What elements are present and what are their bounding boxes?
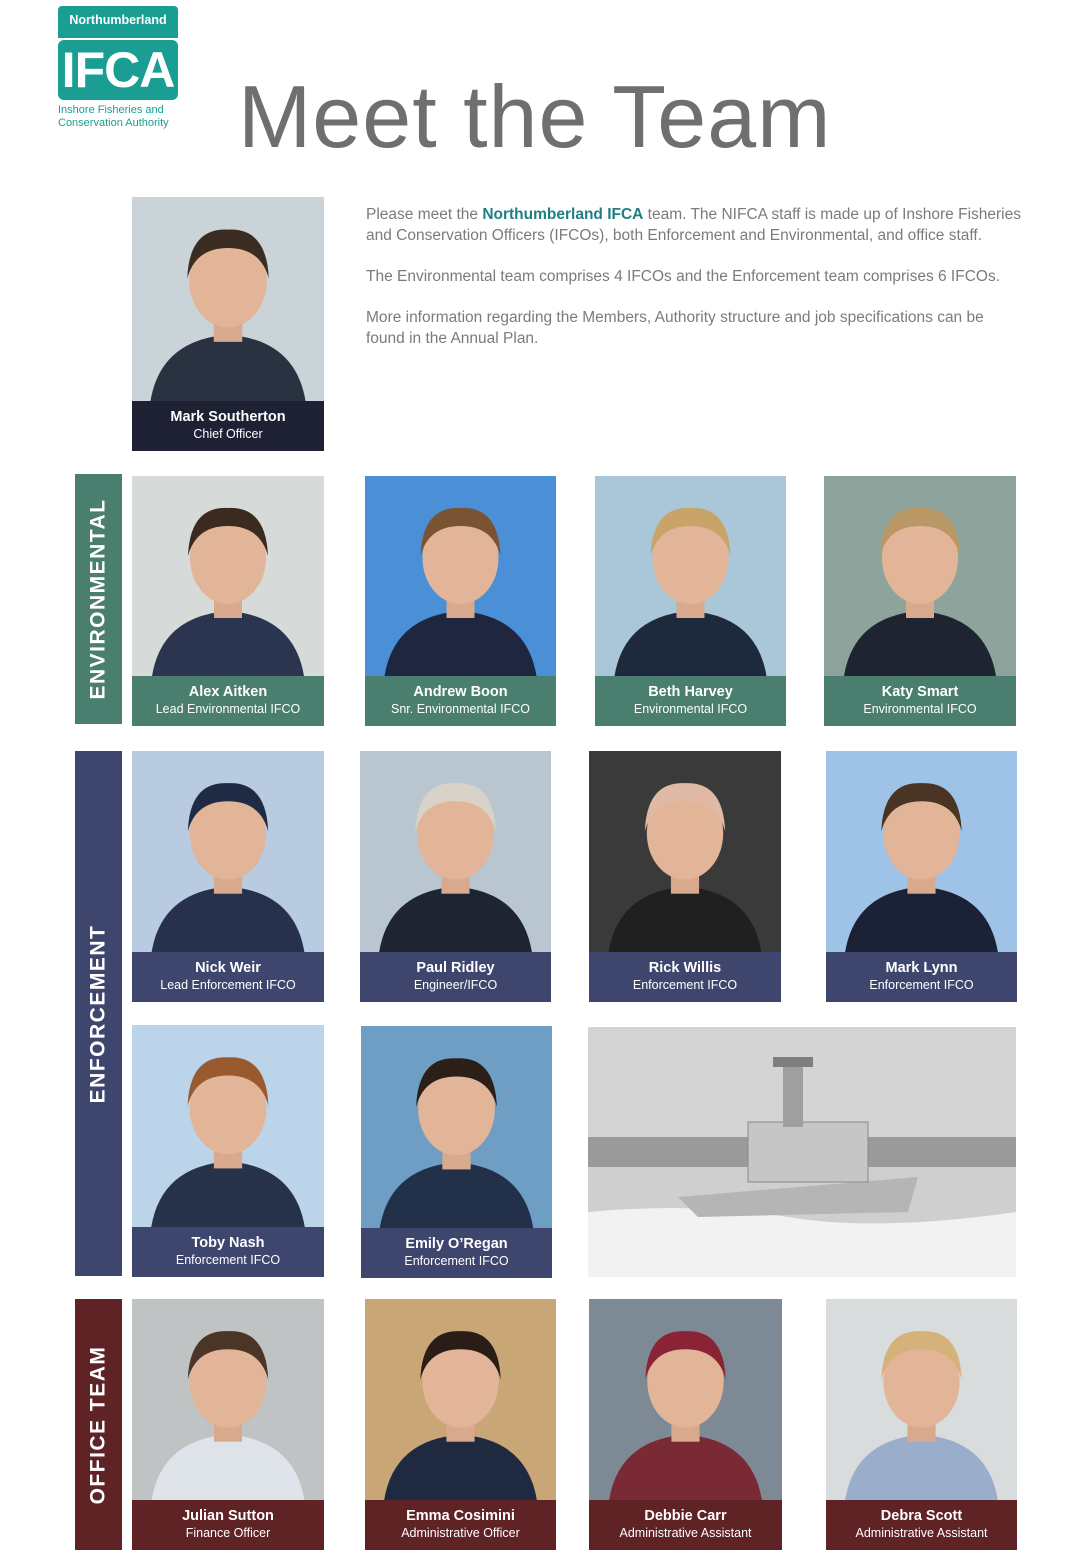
intro-text xyxy=(366,204,1026,369)
portrait-graphic xyxy=(365,1299,556,1500)
member-caption xyxy=(824,676,1016,726)
member-role: Administrative Officer xyxy=(401,1526,520,1540)
logo-main-text: IFCA xyxy=(58,40,178,100)
member-role: Snr. Environmental IFCO xyxy=(391,702,530,716)
portrait-graphic xyxy=(589,751,781,952)
member-caption xyxy=(365,676,556,726)
team-card-environmental xyxy=(365,476,556,726)
team-card-enforcement xyxy=(132,1025,324,1277)
portrait-graphic xyxy=(365,476,556,676)
team-card-enforcement xyxy=(360,751,551,1002)
portrait-photo xyxy=(132,751,324,952)
member-name: Julian Sutton xyxy=(182,1508,274,1524)
member-role: Chief Officer xyxy=(193,427,263,441)
member-caption xyxy=(132,676,324,726)
portrait-graphic xyxy=(360,751,551,952)
patrol-vessel-photo xyxy=(588,1027,1016,1277)
member-name: Debra Scott xyxy=(880,1508,963,1524)
section-label-enforcement xyxy=(75,751,122,1276)
team-card-office xyxy=(132,1299,324,1550)
portrait-photo xyxy=(361,1026,552,1228)
intro-org-name: Northumberland IFCA xyxy=(482,206,644,223)
section-label-text: ENFORCEMENT xyxy=(86,924,110,1103)
section-label-office-team xyxy=(75,1299,122,1550)
member-name: Toby Nash xyxy=(191,1235,265,1251)
portrait-photo xyxy=(589,1299,782,1500)
member-caption xyxy=(365,1500,556,1550)
portrait-graphic xyxy=(826,751,1017,952)
member-role: Enforcement IFCO xyxy=(869,978,974,992)
member-name: Katy Smart xyxy=(881,684,959,700)
portrait-photo xyxy=(132,1299,324,1500)
section-label-environmental xyxy=(75,474,122,724)
team-card-enforcement xyxy=(826,751,1017,1002)
member-name: Emma Cosimini xyxy=(406,1508,515,1524)
member-caption xyxy=(826,1500,1017,1550)
member-role: Environmental IFCO xyxy=(633,702,748,716)
team-card-environmental xyxy=(595,476,786,726)
portrait-graphic xyxy=(132,1299,324,1500)
section-label-text: OFFICE TEAM xyxy=(86,1345,110,1504)
member-role: Lead Enforcement IFCO xyxy=(160,978,296,992)
logo-sub-line1: Inshore Fisheries and xyxy=(58,104,164,116)
member-caption xyxy=(361,1228,552,1278)
portrait-graphic xyxy=(132,751,324,952)
portrait-photo xyxy=(132,476,324,676)
member-role: Lead Environmental IFCO xyxy=(155,702,301,716)
team-card-environmental xyxy=(824,476,1016,726)
team-card-enforcement xyxy=(361,1026,552,1278)
logo-top-text: Northumberland xyxy=(58,6,178,38)
section-label-text: ENVIRONMENTAL xyxy=(86,498,110,700)
member-role: Enforcement IFCO xyxy=(632,978,738,992)
member-name: Emily O’Regan xyxy=(405,1236,508,1252)
intro-p1-after: team. The NIFCA staff is made up of Inshore Fisheries and Conservation Officers (IFCOs), both Enforcement and Environmental, and office staff. xyxy=(366,206,1021,244)
member-role: Finance Officer xyxy=(185,1526,271,1540)
member-role: Enforcement IFCO xyxy=(175,1253,281,1267)
member-name: Rick Willis xyxy=(648,960,722,976)
member-role: Administrative Assistant xyxy=(855,1526,988,1540)
member-role: Environmental IFCO xyxy=(863,702,977,716)
portrait-graphic xyxy=(132,1025,324,1227)
member-caption xyxy=(360,952,551,1002)
portrait-graphic xyxy=(132,476,324,676)
member-role: Enforcement IFCO xyxy=(404,1254,509,1268)
team-card-enforcement xyxy=(132,751,324,1002)
nifca-logo xyxy=(58,6,180,130)
page-title: Meet the Team xyxy=(238,67,832,166)
member-name: Debbie Carr xyxy=(644,1508,727,1524)
member-caption xyxy=(589,952,781,1002)
portrait-graphic xyxy=(826,1299,1017,1500)
portrait-graphic xyxy=(595,476,786,676)
member-caption xyxy=(132,952,324,1002)
member-name: Beth Harvey xyxy=(648,684,733,700)
portrait-photo xyxy=(589,751,781,952)
intro-p1-before: Please meet the xyxy=(366,206,483,223)
intro-paragraph-2: The Environmental team comprises 4 IFCOs and the Enforcement team comprises 6 IFCOs. xyxy=(366,268,1001,285)
member-role: Engineer/IFCO xyxy=(413,978,498,992)
member-name: Andrew Boon xyxy=(413,684,508,700)
portrait-graphic xyxy=(361,1026,552,1228)
portrait-photo xyxy=(826,1299,1017,1500)
portrait-photo xyxy=(365,1299,556,1500)
portrait-photo xyxy=(360,751,551,952)
portrait-photo xyxy=(365,476,556,676)
portrait-photo xyxy=(132,1025,324,1227)
team-card-chief-officer xyxy=(132,197,324,451)
portrait-graphic xyxy=(589,1299,782,1500)
member-caption xyxy=(132,1227,324,1277)
team-card-enforcement xyxy=(589,751,781,1002)
team-card-office xyxy=(826,1299,1017,1550)
team-card-environmental xyxy=(132,476,324,726)
intro-paragraph-1 xyxy=(366,204,1026,246)
member-caption xyxy=(826,952,1017,1002)
member-name: Nick Weir xyxy=(195,960,261,976)
patrol-vessel-graphic xyxy=(588,1027,1016,1277)
member-role: Administrative Assistant xyxy=(619,1526,752,1540)
member-caption xyxy=(595,676,786,726)
member-name: Paul Ridley xyxy=(416,960,495,976)
portrait-photo xyxy=(132,197,324,401)
logo-sub-line2: Conservation Authority xyxy=(58,117,169,129)
member-caption xyxy=(132,401,324,451)
logo-subtitle xyxy=(58,104,180,130)
member-caption xyxy=(132,1500,324,1550)
team-card-office xyxy=(589,1299,782,1550)
member-caption xyxy=(589,1500,782,1550)
member-name: Mark Lynn xyxy=(885,960,958,976)
member-name: Mark Southerton xyxy=(170,409,286,425)
portrait-graphic xyxy=(824,476,1016,676)
team-card-office xyxy=(365,1299,556,1550)
intro-paragraph-3: More information regarding the Members, Authority structure and job specifications can be found in the Annual Plan. xyxy=(366,309,984,347)
portrait-graphic xyxy=(132,197,324,401)
portrait-photo xyxy=(824,476,1016,676)
portrait-photo xyxy=(595,476,786,676)
member-name: Alex Aitken xyxy=(188,684,268,700)
portrait-photo xyxy=(826,751,1017,952)
